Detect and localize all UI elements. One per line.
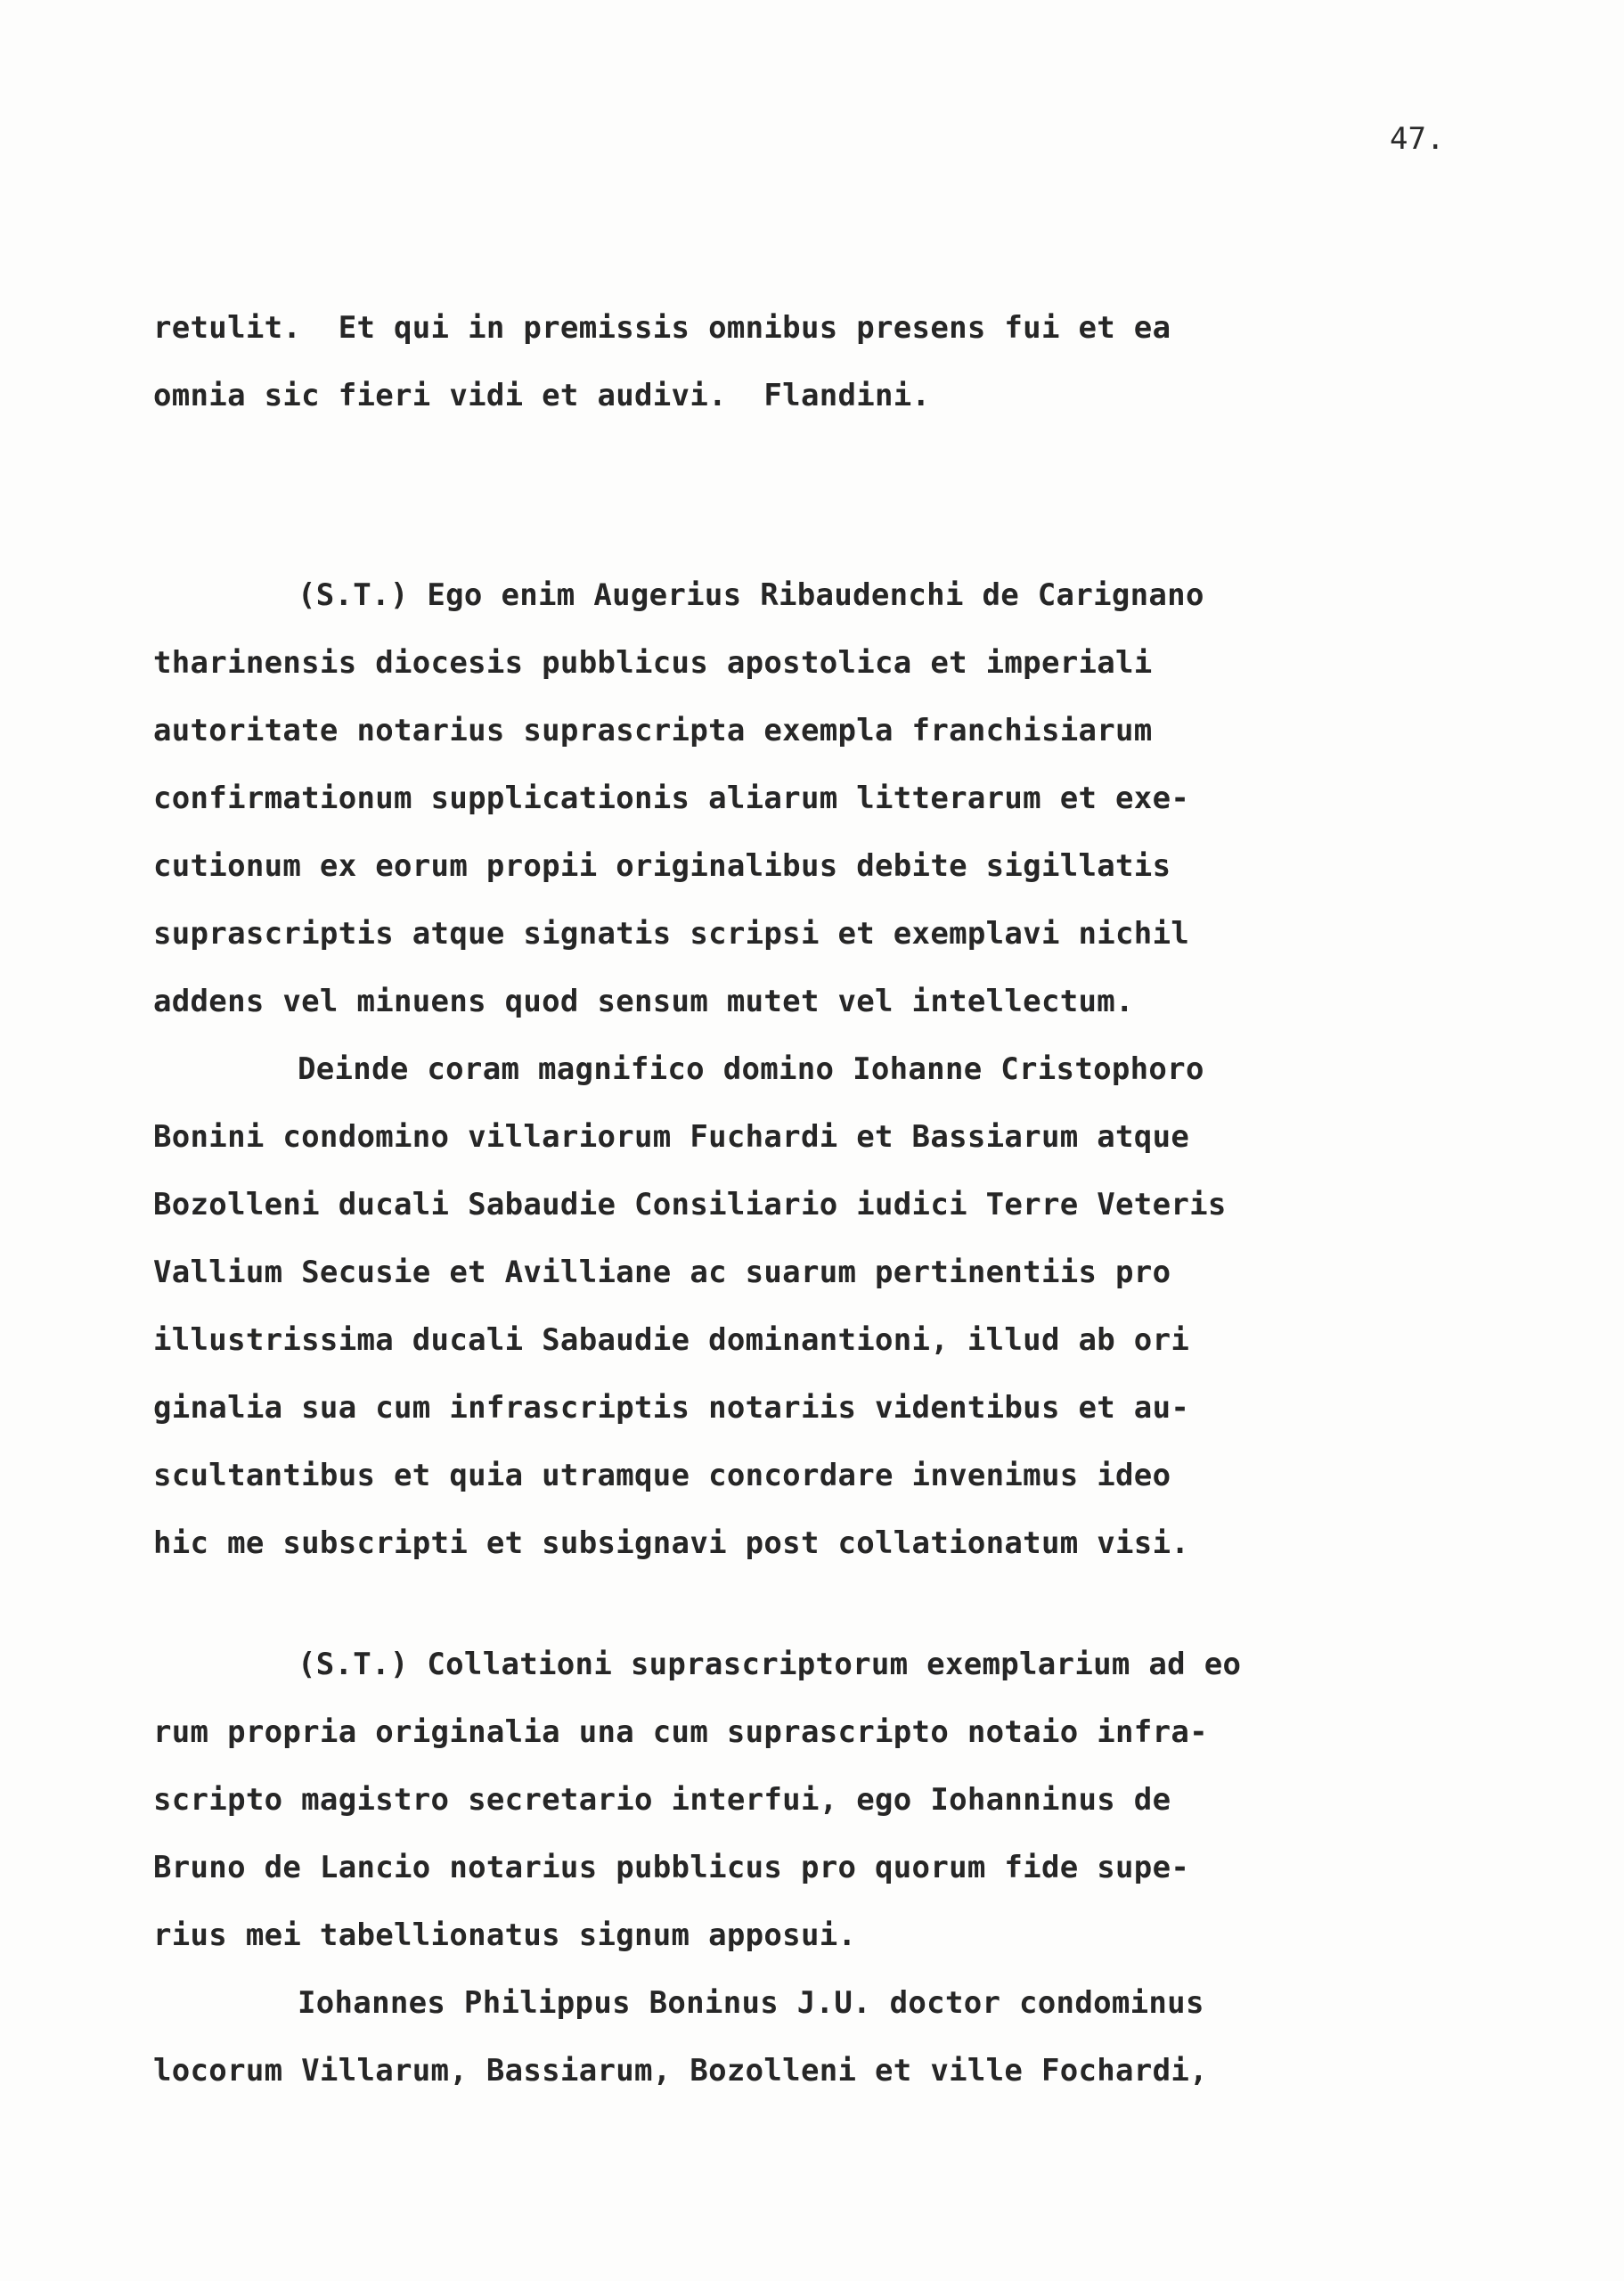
text-line: illustrissima ducali Sabaudie dominantioni, illud ab ori bbox=[153, 1322, 1190, 1358]
text-line: scripto magistro secretario interfui, ego Iohanninus de bbox=[153, 1782, 1171, 1818]
text-line: Bozolleni ducali Sabaudie Consiliario iudici Terre Veteris bbox=[153, 1187, 1227, 1222]
text-line: tharinensis diocesis pubblicus apostolica et imperiali bbox=[153, 645, 1153, 681]
text-line: cutionum ex eorum propii originalibus debite sigillatis bbox=[153, 848, 1171, 884]
text-line: (S.T.) Ego enim Augerius Ribaudenchi de Carignano bbox=[298, 577, 1204, 613]
text-line: Vallium Secusie et Avilliane ac suarum pertinentiis pro bbox=[153, 1255, 1171, 1290]
paragraph-middle bbox=[153, 561, 1525, 1577]
text-line: Bonini condomino villariorum Fuchardi et Bassiarum atque bbox=[153, 1119, 1190, 1155]
text-line: rum propria originalia una cum suprascripto notaio infra- bbox=[153, 1714, 1208, 1750]
paragraph-bottom bbox=[153, 1631, 1525, 2105]
text-line: retulit. Et qui in premissis omnibus presens fui et ea bbox=[153, 310, 1171, 346]
text-line: omnia sic fieri vidi et audivi. Flandini. bbox=[153, 378, 931, 413]
text-line: (S.T.) Collationi suprascriptorum exemplarium ad eo bbox=[298, 1647, 1242, 1682]
page-number: 47. bbox=[1390, 121, 1445, 157]
paragraph-top bbox=[153, 294, 1525, 429]
text-line: Bruno de Lancio notarius pubblicus pro quorum fide supe- bbox=[153, 1850, 1190, 1885]
text-line: Deinde coram magnifico domino Iohanne Cristophoro bbox=[298, 1051, 1204, 1087]
text-line: suprascriptis atque signatis scripsi et exemplavi nichil bbox=[153, 916, 1190, 952]
text-line: ginalia sua cum infrascriptis notariis videntibus et au- bbox=[153, 1390, 1190, 1426]
text-line: rius mei tabellionatus signum apposui. bbox=[153, 1917, 857, 1953]
text-line: hic me subscripti et subsignavi post collationatum visi. bbox=[153, 1525, 1190, 1561]
text-line: scultantibus et quia utramque concordare invenimus ideo bbox=[153, 1458, 1171, 1493]
text-line: Iohannes Philippus Boninus J.U. doctor condominus bbox=[298, 1985, 1204, 2021]
text-line: autoritate notarius suprascripta exempla franchisiarum bbox=[153, 713, 1153, 748]
text-line: confirmationum supplicationis aliarum litterarum et exe- bbox=[153, 781, 1190, 816]
text-line: locorum Villarum, Bassiarum, Bozolleni et ville Fochardi, bbox=[153, 2053, 1208, 2089]
text-line: addens vel minuens quod sensum mutet vel intellectum. bbox=[153, 984, 1134, 1019]
